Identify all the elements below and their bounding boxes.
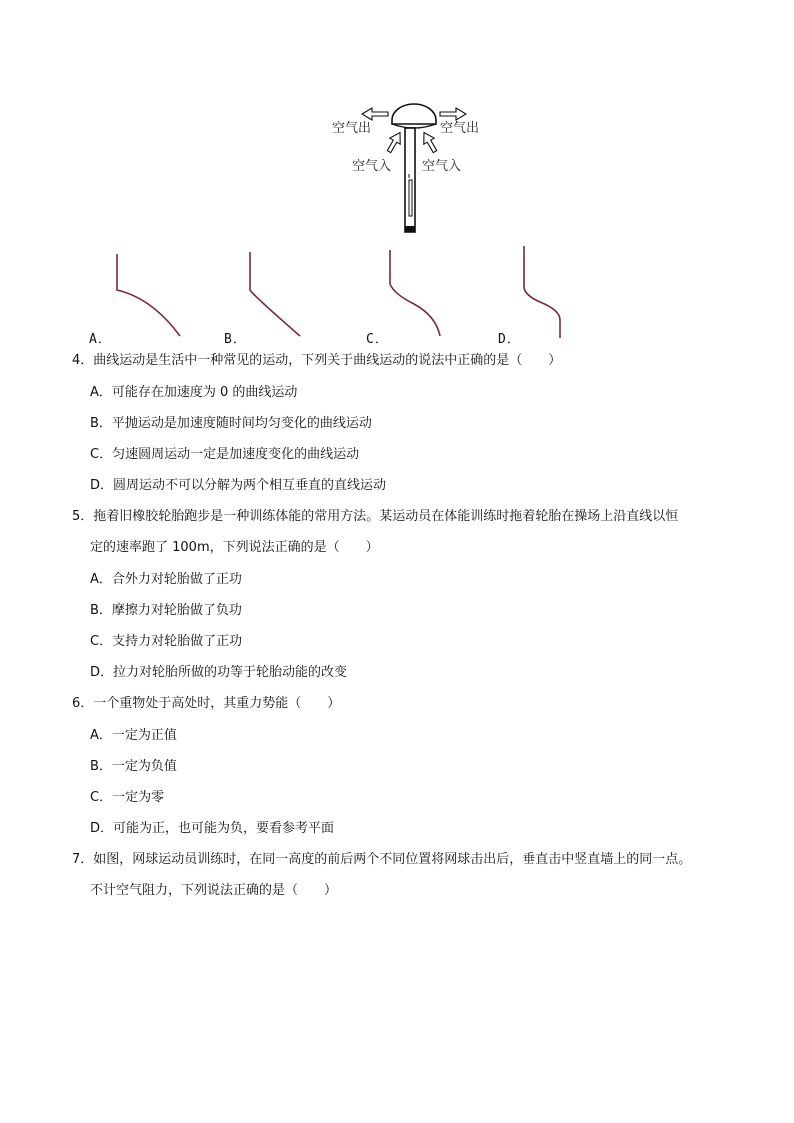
question-6-option-b: B．一定为负值 bbox=[90, 759, 177, 774]
question-5-option-c: C．支持力对轮胎做了正功 bbox=[90, 634, 243, 649]
arrow-right-in-icon bbox=[419, 130, 440, 155]
label-air-in-left: 空气入 bbox=[352, 159, 392, 174]
question-5-option-b: B．摩擦力对轮胎做了负功 bbox=[90, 603, 242, 618]
option-label-d: D． bbox=[498, 332, 521, 347]
question-5-stem-cont: 定的速率跑了 100m，下列说法正确的是（ ） bbox=[90, 540, 379, 555]
arrow-left-in-icon bbox=[384, 130, 405, 155]
curve-option-c bbox=[386, 248, 446, 340]
question-4-option-b: B．平抛运动是加速度随时间均匀变化的曲线运动 bbox=[90, 416, 372, 431]
question-5-option-a: A．合外力对轮胎做了正功 bbox=[90, 572, 242, 587]
question-6-option-c: C．一定为零 bbox=[90, 790, 165, 805]
question-4-option-c: C．匀速圆周运动一定是加速度变化的曲线运动 bbox=[90, 447, 360, 462]
question-7-stem: 7．如图，网球运动员训练时，在同一高度的前后两个不同位置将网球击出后，垂直击中竖直墙上的同一点。 bbox=[72, 852, 692, 867]
label-air-out-right: 空气出 bbox=[440, 121, 480, 136]
air-tube-diagram bbox=[328, 98, 498, 238]
question-4-stem: 4．曲线运动是生活中一种常见的运动，下列关于曲线运动的说法中正确的是（ ） bbox=[72, 353, 562, 368]
question-7-stem-cont: 不计空气阻力，下列说法正确的是（ ） bbox=[90, 883, 338, 898]
question-4-option-a: A．可能存在加速度为 0 的曲线运动 bbox=[90, 385, 298, 400]
option-label-b: B． bbox=[224, 332, 247, 347]
dome-shape bbox=[392, 104, 436, 124]
curve-option-a bbox=[112, 252, 188, 338]
option-label-a: A． bbox=[89, 332, 112, 347]
question-6-option-a: A．一定为正值 bbox=[90, 728, 177, 743]
question-6-stem: 6．一个重物处于高处时，其重力势能（ ） bbox=[72, 696, 341, 711]
option-label-c: C． bbox=[366, 332, 389, 347]
question-6-option-d: D．可能为正，也可能为负，要看参考平面 bbox=[90, 821, 335, 836]
curve-option-d bbox=[520, 244, 568, 340]
arrow-right-out-icon bbox=[440, 108, 466, 120]
arrow-left-out-icon bbox=[362, 108, 388, 120]
question-4-option-d: D．圆周运动不可以分解为两个相互垂直的直线运动 bbox=[90, 478, 387, 493]
label-air-out-left: 空气出 bbox=[332, 121, 372, 136]
curve-option-b bbox=[246, 250, 306, 338]
label-air-in-right: 空气入 bbox=[422, 159, 462, 174]
question-5-stem: 5．拖着旧橡胶轮胎跑步是一种训练体能的常用方法。某运动员在体能训练时拖着轮胎在操场上沿直线以恒 bbox=[72, 509, 679, 524]
question-5-option-d: D．拉力对轮胎所做的功等于轮胎动能的改变 bbox=[90, 665, 348, 680]
